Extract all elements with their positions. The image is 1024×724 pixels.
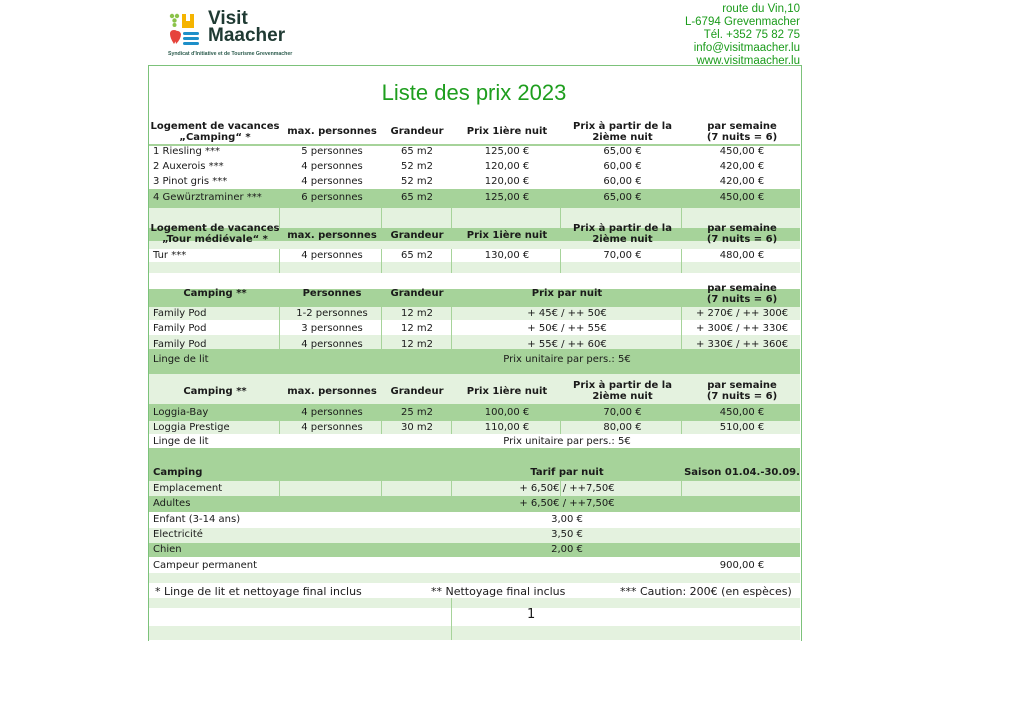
col-header-size: Grandeur xyxy=(390,230,444,241)
row-band xyxy=(149,626,800,640)
row-band xyxy=(149,262,800,273)
visit-maacher-logo xyxy=(168,10,318,62)
col-header-size: Grandeur xyxy=(390,386,444,397)
col-header-persons: Personnes xyxy=(302,288,362,299)
col-header-max-persons: max. personnes xyxy=(287,386,377,397)
contact-block xyxy=(685,3,800,68)
col-header-size: Grandeur xyxy=(390,288,444,299)
col-header-second-night: Prix à partir de la 2ième nuit xyxy=(573,380,672,402)
col-header-week: par semaine (7 nuits = 6) xyxy=(706,283,778,305)
col-header-price-per-night: Prix par nuit xyxy=(531,288,603,299)
col-header-max-persons: max. personnes xyxy=(287,230,377,241)
linen-label: Linge de lit xyxy=(153,354,209,365)
col-header-rate-per-night: Tarif par nuit xyxy=(530,467,604,478)
row-band xyxy=(149,573,800,583)
contact-street: route du Vin,10 xyxy=(722,3,800,15)
logo-word-maacher: Maacher xyxy=(208,25,286,46)
col-header-second-night: Prix à partir de la 2ième nuit xyxy=(573,121,672,143)
col-header-camping: Camping ** xyxy=(183,386,247,397)
footnote-cleaning: ** Nettoyage final inclus xyxy=(431,585,566,598)
logo-word-visit: Visit xyxy=(208,8,248,29)
page-title: Liste des prix 2023 xyxy=(381,80,567,105)
col-header-season: Saison 01.04.-30.09. xyxy=(684,467,800,478)
footnote-deposit: *** Caution: 200€ (en espèces) xyxy=(620,585,792,598)
logo-tagline: Syndicat d'Initiative et de Tourisme Grevenmacher xyxy=(168,51,293,57)
contact-web[interactable]: www.visitmaacher.lu xyxy=(696,55,800,67)
col-header-size: Grandeur xyxy=(390,126,444,137)
contact-phone: Tél. +352 75 82 75 xyxy=(703,29,800,41)
linen-label: Linge de lit xyxy=(153,436,209,447)
col-header-week: par semaine (7 nuits = 6) xyxy=(706,121,778,143)
col-header-week: par semaine (7 nuits = 6) xyxy=(706,380,778,402)
contact-city: L-6794 Grevenmacher xyxy=(684,16,800,28)
col-header-second-night: Prix à partir de la 2ième nuit xyxy=(573,223,672,245)
col-header-first-night: Prix 1ière nuit xyxy=(466,386,548,397)
col-header-camping: Camping xyxy=(153,467,203,478)
col-header-first-night: Prix 1ière nuit xyxy=(466,230,548,241)
page-number: 1 xyxy=(527,607,536,622)
col-header-max-persons: max. personnes xyxy=(287,126,377,137)
contact-email[interactable]: info@visitmaacher.lu xyxy=(693,42,800,54)
col-header-camping: Camping ** xyxy=(183,288,247,299)
footnote-linen: * Linge de lit et nettoyage final inclus xyxy=(155,585,362,598)
linen-price: Prix unitaire par pers.: 5€ xyxy=(503,354,631,365)
grape-tower-icon xyxy=(168,12,208,50)
col-header-week: par semaine (7 nuits = 6) xyxy=(706,223,778,245)
col-header-lodging: Logement de vacances „Camping“ * xyxy=(150,121,280,143)
col-header-lodging: Logement de vacances „Tour médiévale“ * xyxy=(150,223,280,245)
col-header-first-night: Prix 1ière nuit xyxy=(466,126,548,137)
linen-price: Prix unitaire par pers.: 5€ xyxy=(503,436,631,447)
row-band xyxy=(149,598,800,608)
